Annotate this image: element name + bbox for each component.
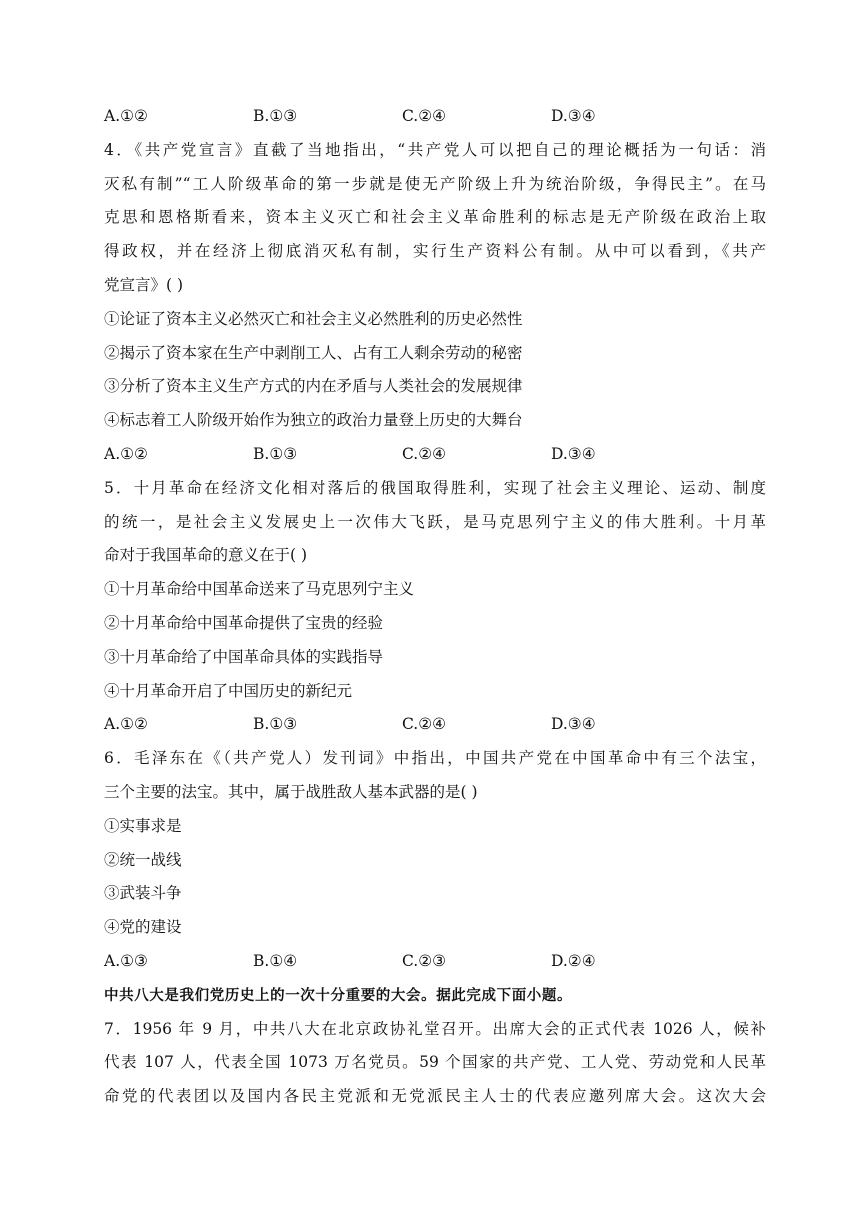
- options-q3: [104, 100, 766, 134]
- statement-item: ③武装斗争: [104, 884, 182, 903]
- statement-item: ②统一战线: [104, 850, 182, 869]
- option-c: C.②④: [402, 715, 447, 734]
- question-text-line: 得政权，并在经济上彻底消灭私有制，实行生产资料公有制。从中可以看到，《共产: [104, 242, 766, 261]
- question-text-line: 命对于我国革命的意义在于( ): [104, 546, 308, 565]
- options-q5: [104, 708, 766, 742]
- options-q4: [104, 438, 766, 472]
- option-a: A.①③: [104, 951, 148, 970]
- section-intro: 中共八大是我们党历史上的一次十分重要的大会。据此完成下面小题。: [104, 986, 573, 1004]
- option-c: C.②③: [402, 951, 447, 970]
- statement-item: ①实事求是: [104, 816, 182, 835]
- question-6: [104, 742, 766, 979]
- option-c: C.②④: [402, 107, 447, 125]
- question-text-line: 三个主要的法宝。其中，属于战胜敌人基本武器的是( ): [104, 782, 478, 801]
- option-a: A.①②: [104, 107, 148, 125]
- option-b: B.①③: [253, 107, 298, 125]
- statement-item: ②十月革命给中国革命提供了宝贵的经验: [104, 613, 384, 632]
- option-a: A.①②: [104, 715, 148, 734]
- statement-item: ②揭示了资本家在生产中剥削工人、占有工人剩余劳动的秘密: [104, 343, 523, 362]
- statement-item: ④十月革命开启了中国历史的新纪元: [104, 681, 353, 700]
- statement-item: ①论证了资本主义必然灭亡和社会主义必然胜利的历史必然性: [104, 309, 523, 328]
- question-text-line: 命党的代表团以及国内各民主党派和无党派民主人士的代表应邀列席大会。这次大会: [104, 1087, 766, 1106]
- question-text-line: 克思和恩格斯看来，资本主义灭亡和社会主义革命胜利的标志是无产阶级在政治上取: [104, 208, 766, 227]
- option-a: A.①②: [104, 444, 148, 463]
- option-d: D.②④: [551, 951, 596, 970]
- question-text-line: 7．1956 年 9 月，中共八大在北京政协礼堂召开。出席大会的正式代表 1026 人，候补: [104, 1019, 766, 1038]
- option-c: C.②④: [402, 444, 447, 463]
- statement-item: ③分析了资本主义生产方式的内在矛盾与人类社会的发展规律: [104, 377, 523, 396]
- question-text-line: 党宣言》( ): [104, 275, 184, 294]
- question-text-line: 6．毛泽东在《（共产党人）发刊词》中指出，中国共产党在中国革命中有三个法宝，: [104, 749, 766, 768]
- question-4: [104, 134, 766, 472]
- option-b: B.①③: [253, 444, 298, 463]
- statement-item: ④党的建设: [104, 918, 182, 937]
- statement-item: ①十月革命给中国革命送来了马克思列宁主义: [104, 580, 415, 599]
- options-q6: [104, 945, 766, 979]
- question-text-line: 灭私有制”“工人阶级革命的第一步就是使无产阶级上升为统治阶级，争得民主”。在马: [104, 174, 766, 193]
- option-d: D.③④: [551, 715, 596, 734]
- option-b: B.①③: [253, 715, 298, 734]
- question-7: [104, 1013, 766, 1114]
- question-text-line: 4．《共产党宣言》直截了当地指出，“共产党人可以把自己的理论概括为一句话：消: [104, 140, 766, 159]
- question-text-line: 5．十月革命在经济文化相对落后的俄国取得胜利，实现了社会主义理论、运动、制度: [104, 478, 766, 497]
- exam-page: [104, 100, 766, 1114]
- option-d: D.③④: [551, 444, 596, 463]
- statement-item: ④标志着工人阶级开始作为独立的政治力量登上历史的大舞台: [104, 411, 523, 430]
- question-text-line: 的统一，是社会主义发展史上一次伟大飞跃，是马克思列宁主义的伟大胜利。十月革: [104, 512, 766, 531]
- statement-item: ③十月革命给了中国革命具体的实践指导: [104, 647, 384, 666]
- option-b: B.①④: [253, 951, 298, 970]
- option-d: D.③④: [551, 107, 596, 125]
- question-text-line: 代表 107 人，代表全国 1073 万名党员。59 个国家的共产党、工人党、劳动党和人民革: [104, 1053, 766, 1072]
- question-5: [104, 472, 766, 742]
